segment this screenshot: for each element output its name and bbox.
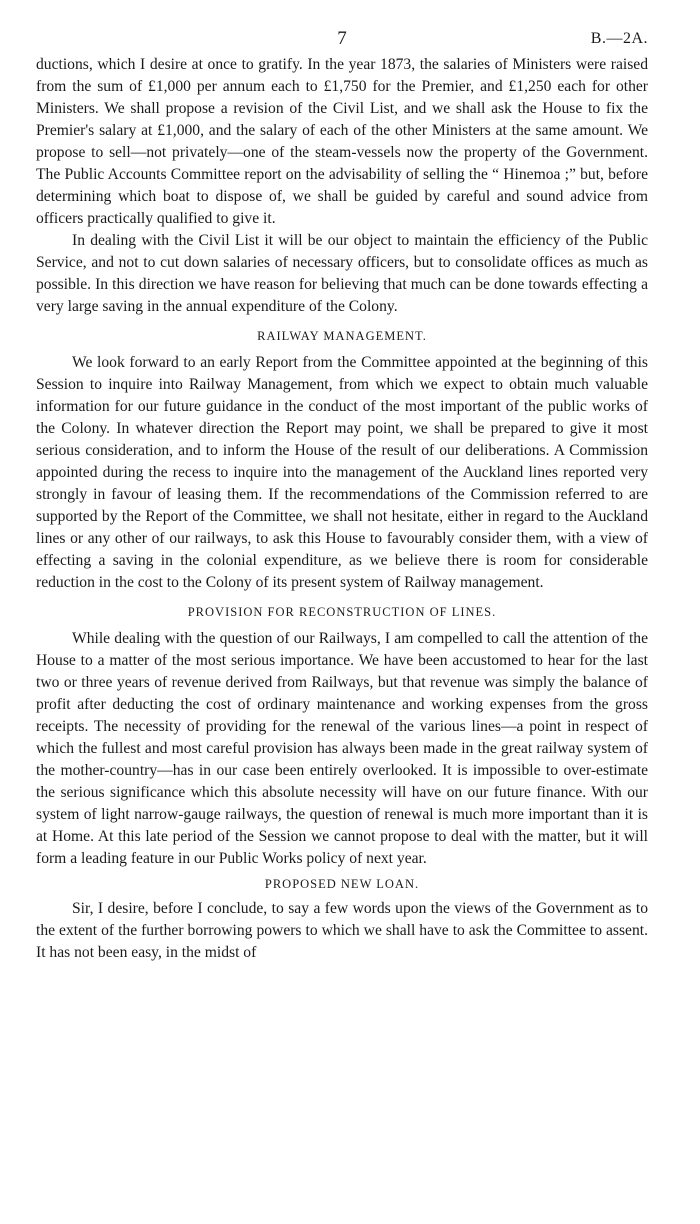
paragraph-civil-list-salaries: ductions, which I desire at once to gratify. In the year 1873, the salaries of Ministers were raised from the sum of £1,000 per annum each to £1,750 for the Premier, and £1,250 each for other Ministers. We shall propose a revision of the Civil List, and we shall ask the House to fix the Premier's salary at £1,000, and the salary of each of the other Ministers at the same amount. We propose to sell—not privately—one of the steam-vessels now the property of the Government. The Public Accounts Committee report on the advisability of selling the “ Hinemoa ;” but, before determining which boat to dispose of, we shall be guided by careful and sound advice from officers practically qualified to give it. [36, 56, 648, 227]
paragraph-railway-management: We look forward to an early Report from the Committee appointed at the beginning of this Session to inquire into Railway Management, from which we expect to obtain much valuable information for our future guidance in the conduct of the most important of the public works of the Colony. In whatever direction the Report may point, we shall be prepared to give it most serious consideration, and to inform the House of the result of our deliberations. A Commission appointed during the recess to inquire into the management of the Auckland lines reported very strongly in favour of leasing them. If the recommendations of the Commission referred to are supported by the Report of the Committee, we shall not hesitate, either in regard to the Auckland lines or any other of our railways, to ask this House to favourably consider them, with a view of effecting a saving in the colonial expenditure, as we believe there is room for considerable reduction in the cost to the Colony of its present system of Railway management. [36, 354, 648, 591]
document-page [36, 28, 648, 964]
section-heading-provision-reconstruction: PROVISION FOR RECONSTRUCTION OF LINES. [187, 605, 497, 619]
document-reference: B.—2A. [590, 30, 648, 47]
section-heading-railway-management: RAILWAY MANAGEMENT. [257, 329, 427, 343]
paragraph-public-service: In dealing with the Civil List it will be our object to maintain the efficiency of the Public Service, and not to cut down salaries of necessary officers, but to consolidate offices as much as possible. In this direction we have reason for believing that much can be done towards effecting a very large saving in the annual expenditure of the Colony. [36, 232, 648, 315]
paragraph-new-loan: Sir, I desire, before I conclude, to say a few words upon the views of the Government as to the extent of the further borrowing powers to which we shall have to ask the Committee to assent. It has not been easy, in the midst of [36, 900, 648, 961]
paragraph-reconstruction: While dealing with the question of our Railways, I am compelled to call the attention of the House to a matter of the most serious importance. We have been accustomed to hear for the last two or three years of revenue derived from Railways, but that revenue was simply the balance of profit after deducting the cost of ordinary maintenance and working expenses from the gross receipts. The necessity of providing for the renewal of the various lines—a point in respect of which the fullest and most careful provision has always been made in the great railway system of the mother-country—has in our case been entirely overlooked. It is impossible to over-estimate the serious significance which this absolute necessity will have on our future finance. With our system of light narrow-gauge railways, the question of renewal is much more important than it is at Home. At this late period of the Session we cannot propose to deal with the matter, but it will form a leading feature in our Public Works policy of next year. [36, 630, 648, 867]
page-number: 7 [337, 28, 347, 49]
page-header [36, 28, 648, 54]
section-heading-new-loan: PROPOSED NEW LOAN. [264, 877, 420, 891]
